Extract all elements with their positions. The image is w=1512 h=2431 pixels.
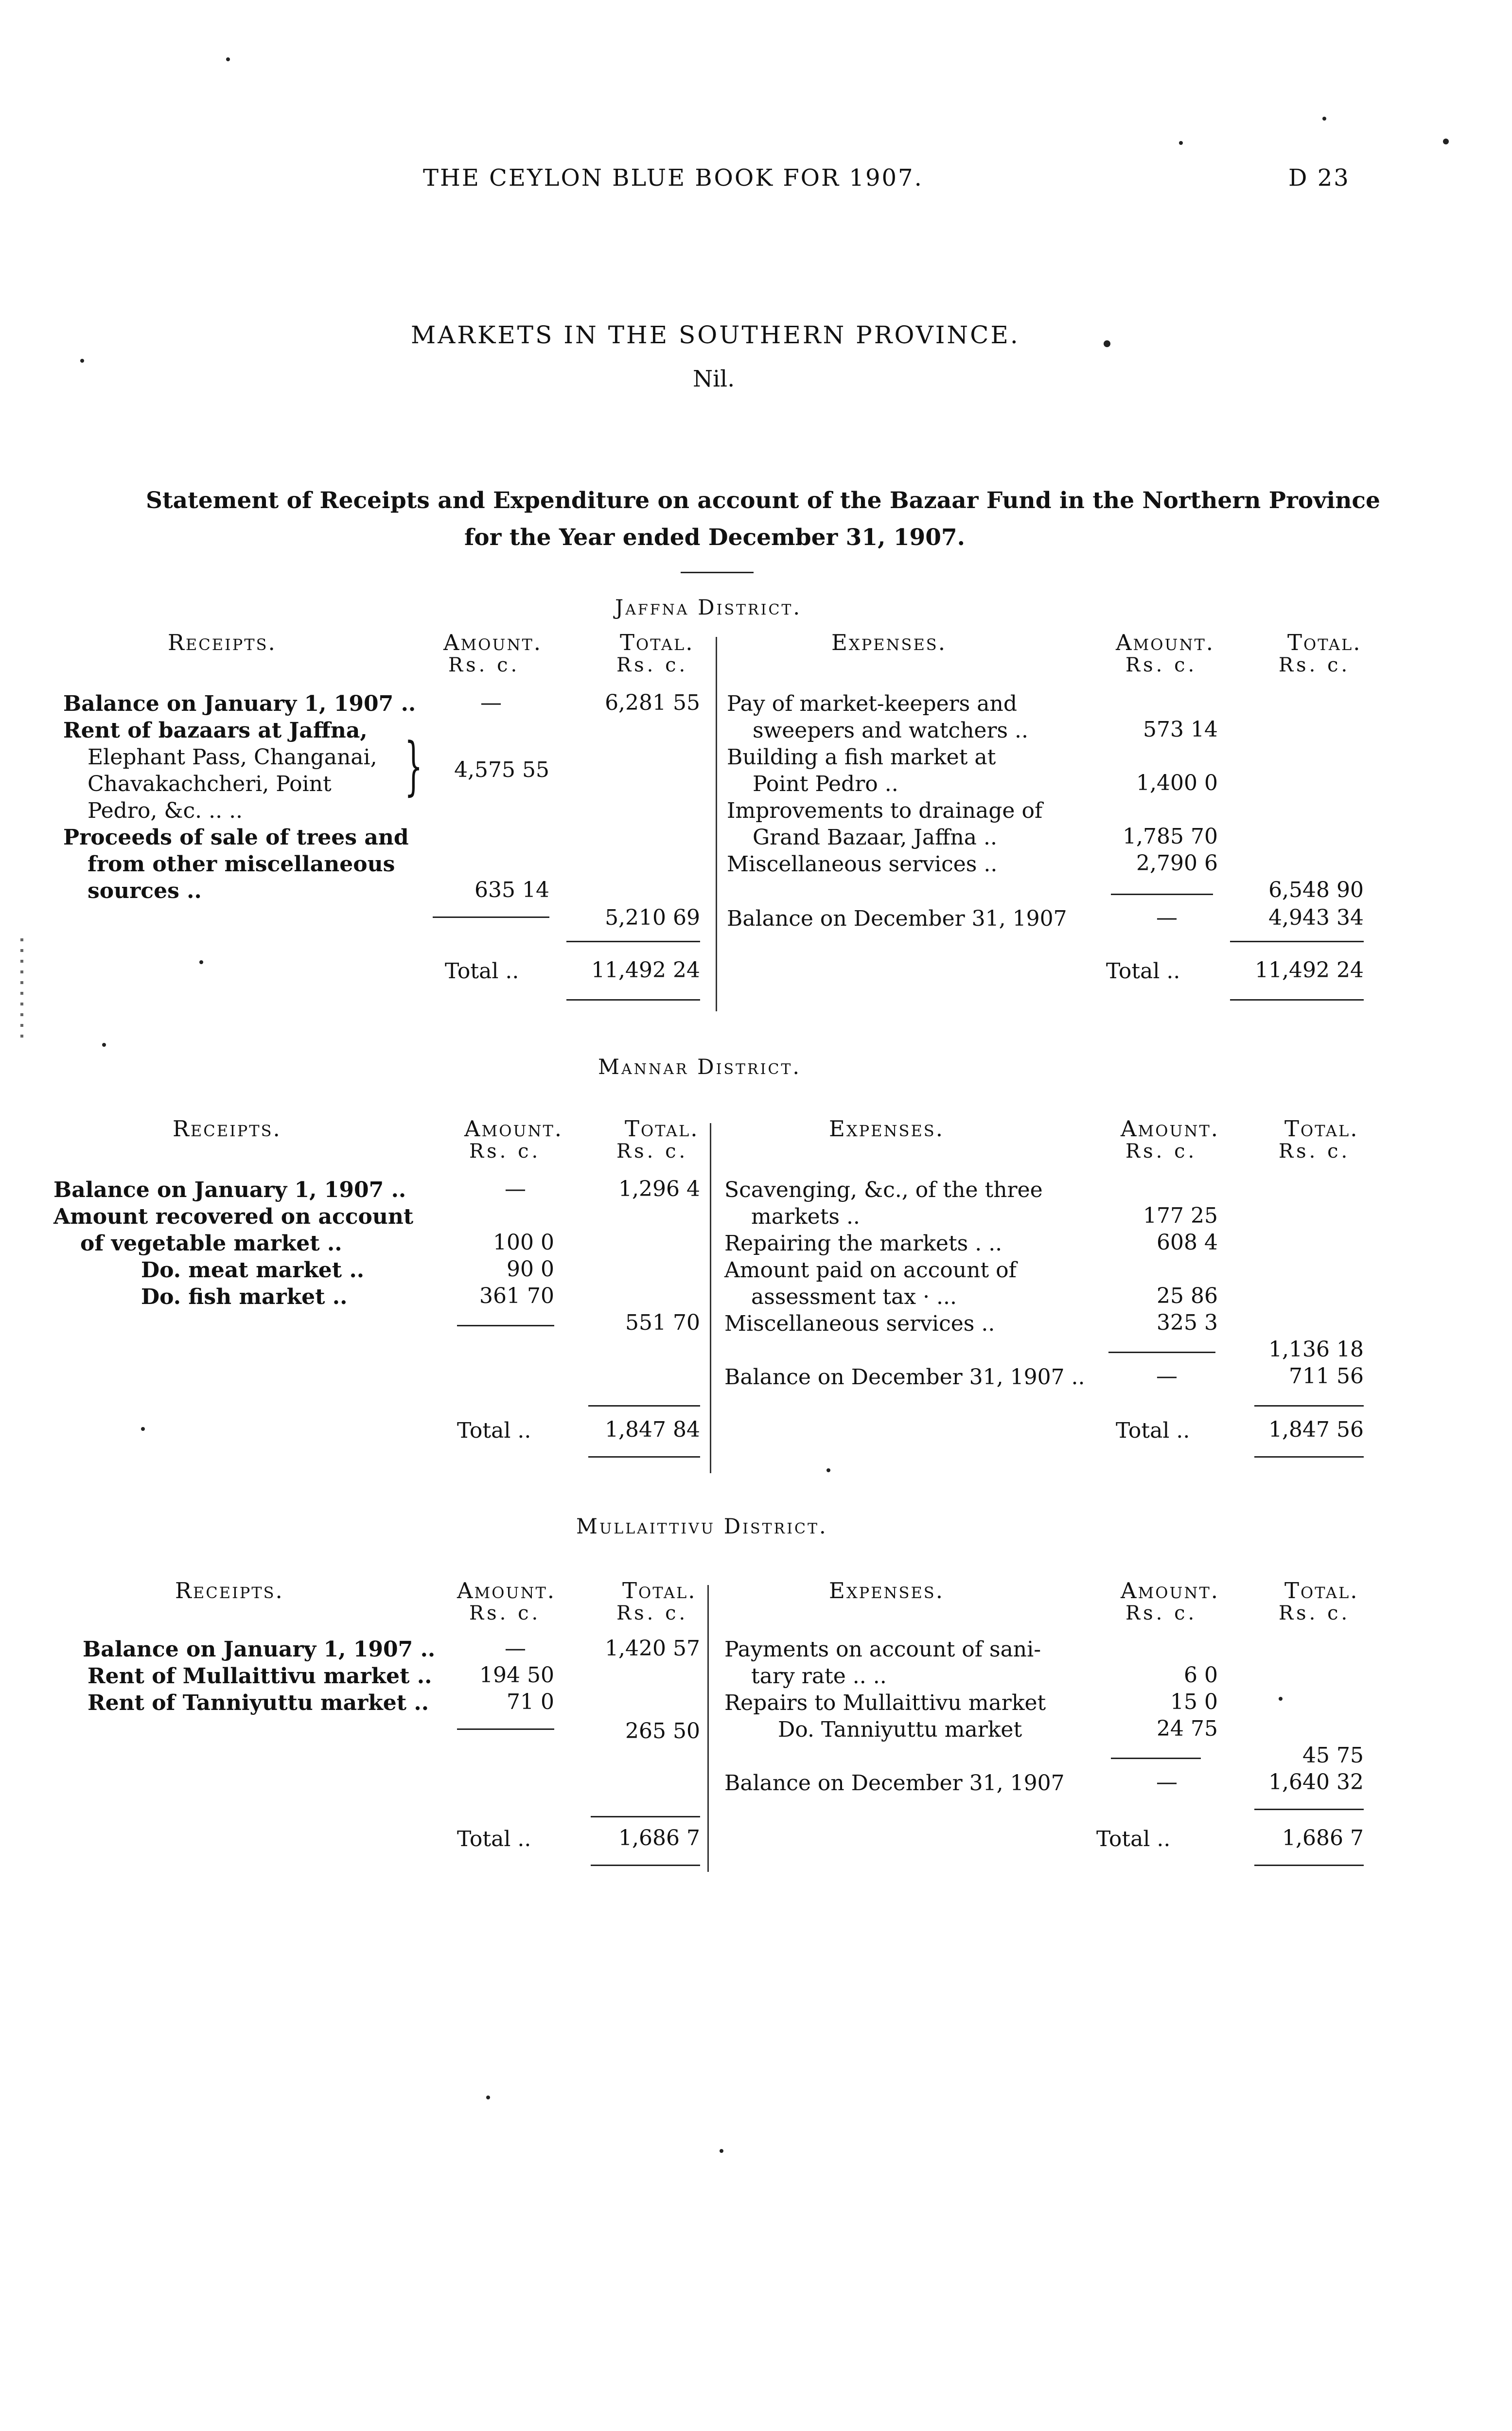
receipt-line: Chavakachcheri, Point xyxy=(88,772,332,796)
expense-amount: 573 14 xyxy=(1143,717,1218,742)
receipt-amount: 71 0 xyxy=(507,1690,554,1714)
scan-speck xyxy=(199,960,203,964)
total-rule xyxy=(566,999,700,1001)
scan-speck xyxy=(102,1043,106,1047)
scan-speck xyxy=(826,1468,830,1472)
amount-heading: Amount. xyxy=(1121,1578,1220,1603)
total-units: Rs. c. xyxy=(1279,654,1351,676)
divider xyxy=(681,572,754,573)
total-units: Rs. c. xyxy=(616,1602,688,1624)
grand-total-receipts: 1,686 7 xyxy=(618,1826,700,1850)
expense-amount: — xyxy=(1156,905,1178,930)
receipt-line: Balance on January 1, 1907 .. xyxy=(83,1637,436,1662)
amount-heading: Amount. xyxy=(1116,630,1215,655)
expense-total: 1,136 18 xyxy=(1268,1337,1364,1362)
receipt-amount: 361 70 xyxy=(479,1284,554,1308)
receipt-line: Do. fish market .. xyxy=(141,1285,348,1309)
receipt-amount: — xyxy=(505,1636,526,1661)
scan-speck xyxy=(486,2096,490,2099)
expense-amount: 25 86 xyxy=(1157,1284,1218,1308)
expense-line: Miscellaneous services .. xyxy=(727,852,998,877)
receipt-amount: 194 50 xyxy=(479,1663,554,1688)
expense-amount: 325 3 xyxy=(1157,1310,1218,1335)
amount-heading: Amount. xyxy=(1121,1116,1220,1142)
expense-line: assessment tax · ... xyxy=(751,1285,957,1309)
expense-line: Balance on December 31, 1907 xyxy=(724,1771,1065,1796)
expense-total: 4,943 34 xyxy=(1268,905,1364,930)
expense-line: Do. Tanniyuttu market xyxy=(778,1717,1022,1742)
receipt-line: Proceeds of sale of trees and xyxy=(63,825,409,850)
amount-heading: Amount. xyxy=(443,630,543,655)
expense-total: 6,548 90 xyxy=(1268,878,1364,902)
expenses-heading: Expenses. xyxy=(831,630,947,655)
receipt-line: Amount recovered on account xyxy=(53,1204,414,1229)
receipts-heading: Receipts. xyxy=(173,1116,281,1142)
receipt-line: Rent of bazaars at Jaffna, xyxy=(63,718,368,743)
grand-total-receipts: 11,492 24 xyxy=(591,958,700,983)
expense-amount: 1,785 70 xyxy=(1123,824,1218,849)
receipt-line: Elephant Pass, Changanai, xyxy=(88,745,377,770)
total-heading: Total. xyxy=(620,630,694,655)
sum-rule xyxy=(1230,941,1364,942)
expense-line: Pay of market-keepers and xyxy=(727,691,1017,716)
expense-total: 1,640 32 xyxy=(1268,1770,1364,1795)
total-label: Total .. xyxy=(1096,1827,1171,1851)
expense-line: Grand Bazaar, Jaffna .. xyxy=(753,825,997,850)
margin-dots xyxy=(20,938,23,1045)
statement-line-1: Statement of Receipts and Expenditure on account of the Bazaar Fund in the Northern Province xyxy=(146,487,1380,514)
expense-amount: 2,790 6 xyxy=(1136,851,1218,876)
total-rule xyxy=(1254,1865,1364,1866)
scan-speck xyxy=(226,57,230,61)
receipt-total: 551 70 xyxy=(625,1310,700,1335)
scan-speck xyxy=(1443,139,1449,144)
receipt-line: of vegetable market .. xyxy=(80,1231,342,1256)
total-rule xyxy=(591,1865,700,1866)
grand-total-receipts: 1,847 84 xyxy=(605,1417,700,1442)
amount-units: Rs. c. xyxy=(448,654,520,676)
statement-line-2: for the Year ended December 31, 1907. xyxy=(464,524,965,551)
expense-line: Repairs to Mullaittivu market xyxy=(724,1691,1046,1715)
scan-speck xyxy=(141,1427,145,1431)
total-label: Total .. xyxy=(457,1418,531,1443)
scan-speck xyxy=(1279,1697,1283,1701)
expense-amount: 1,400 0 xyxy=(1136,771,1218,795)
expense-line: Balance on December 31, 1907 .. xyxy=(724,1365,1085,1390)
expense-amount: — xyxy=(1156,1770,1178,1795)
receipt-amount: — xyxy=(505,1177,526,1201)
total-rule xyxy=(1230,999,1364,1001)
receipt-line: from other miscellaneous xyxy=(88,852,395,877)
amount-units: Rs. c. xyxy=(469,1140,541,1163)
expense-amount: 6 0 xyxy=(1184,1663,1218,1688)
scan-speck xyxy=(80,359,84,363)
expense-total: 711 56 xyxy=(1289,1364,1364,1389)
expense-amount: 608 4 xyxy=(1157,1230,1218,1255)
sum-rule xyxy=(1108,1352,1215,1353)
sum-rule xyxy=(1111,1758,1201,1759)
receipt-line: Rent of Mullaittivu market .. xyxy=(88,1664,432,1689)
column-divider xyxy=(716,637,717,1011)
sum-rule xyxy=(457,1728,554,1730)
page-number: D 23 xyxy=(1288,164,1350,192)
sum-rule xyxy=(457,1325,554,1326)
expense-line: Repairing the markets . .. xyxy=(724,1231,1002,1256)
expense-line: Scavenging, &c., of the three xyxy=(724,1178,1043,1202)
district-title: Jaffna District. xyxy=(615,596,802,620)
grand-total-expenses: 1,847 56 xyxy=(1268,1417,1364,1442)
total-units: Rs. c. xyxy=(1279,1602,1351,1624)
receipt-line: Rent of Tanniyuttu market .. xyxy=(88,1691,429,1715)
receipt-total: 1,420 57 xyxy=(605,1636,700,1661)
amount-units: Rs. c. xyxy=(1125,1602,1197,1624)
sum-rule xyxy=(1111,894,1213,895)
total-label: Total .. xyxy=(1116,1418,1190,1443)
scan-speck xyxy=(1322,117,1326,121)
running-header: THE CEYLON BLUE BOOK FOR 1907. xyxy=(423,164,923,192)
brace-icon: } xyxy=(404,729,423,803)
total-heading: Total. xyxy=(1284,1116,1359,1142)
total-units: Rs. c. xyxy=(616,1140,688,1163)
expense-amount: — xyxy=(1156,1364,1178,1389)
column-divider xyxy=(707,1585,709,1872)
receipt-amount: 4,575 55 xyxy=(454,757,549,782)
receipt-total: 5,210 69 xyxy=(605,905,700,930)
sum-rule xyxy=(433,916,549,918)
total-units: Rs. c. xyxy=(616,654,688,676)
receipt-amount: 100 0 xyxy=(493,1230,554,1255)
sum-rule xyxy=(588,1405,700,1407)
receipts-heading: Receipts. xyxy=(175,1578,284,1603)
scan-speck xyxy=(720,2149,723,2153)
expense-line: Miscellaneous services .. xyxy=(724,1311,995,1336)
sum-rule xyxy=(1254,1809,1364,1810)
expense-amount: 177 25 xyxy=(1143,1203,1218,1228)
expenses-heading: Expenses. xyxy=(829,1116,945,1142)
sum-rule xyxy=(591,1816,700,1817)
total-rule xyxy=(588,1456,700,1458)
expense-line: tary rate .. .. xyxy=(751,1664,887,1689)
scan-speck xyxy=(1179,141,1183,145)
amount-units: Rs. c. xyxy=(1125,654,1197,676)
district-title: Mannar District. xyxy=(598,1055,802,1079)
expense-line: markets .. xyxy=(751,1204,860,1229)
grand-total-expenses: 1,686 7 xyxy=(1282,1826,1364,1850)
amount-units: Rs. c. xyxy=(1125,1140,1197,1163)
amount-heading: Amount. xyxy=(464,1116,563,1142)
receipt-total: 265 50 xyxy=(625,1719,700,1744)
receipt-amount: — xyxy=(480,690,502,715)
total-heading: Total. xyxy=(1287,630,1362,655)
expense-line: Payments on account of sani- xyxy=(724,1637,1041,1662)
expense-amount: 24 75 xyxy=(1157,1716,1218,1741)
receipt-line: sources .. xyxy=(88,879,202,903)
column-divider xyxy=(710,1123,711,1473)
total-units: Rs. c. xyxy=(1279,1140,1351,1163)
amount-units: Rs. c. xyxy=(469,1602,541,1624)
expense-line: Amount paid on account of xyxy=(724,1258,1017,1283)
receipts-heading: Receipts. xyxy=(168,630,277,655)
receipt-total: 1,296 4 xyxy=(618,1177,700,1201)
receipt-line: Pedro, &c. .. .. xyxy=(88,798,243,823)
district-title: Mullaittivu District. xyxy=(576,1515,828,1539)
total-label: Total .. xyxy=(445,959,519,984)
total-heading: Total. xyxy=(622,1578,697,1603)
receipt-total: 6,281 55 xyxy=(605,690,700,715)
expenses-heading: Expenses. xyxy=(829,1578,945,1603)
scan-speck xyxy=(1104,340,1110,347)
expense-line: sweepers and watchers .. xyxy=(753,718,1029,743)
expense-total: 45 75 xyxy=(1302,1743,1364,1768)
expense-line: Improvements to drainage of xyxy=(727,798,1043,823)
receipt-amount: 635 14 xyxy=(475,878,549,902)
grand-total-expenses: 11,492 24 xyxy=(1255,958,1364,983)
expense-line: Point Pedro .. xyxy=(753,772,898,796)
receipt-line: Do. meat market .. xyxy=(141,1258,365,1283)
receipt-amount: 90 0 xyxy=(507,1257,554,1282)
receipt-line: Balance on January 1, 1907 .. xyxy=(53,1178,406,1202)
total-label: Total .. xyxy=(457,1827,531,1851)
amount-heading: Amount. xyxy=(457,1578,556,1603)
expense-line: Balance on December 31, 1907 xyxy=(727,906,1067,931)
expense-line: Building a fish market at xyxy=(727,745,996,770)
total-heading: Total. xyxy=(1284,1578,1359,1603)
total-rule xyxy=(1254,1456,1364,1458)
total-label: Total .. xyxy=(1106,959,1180,984)
southern-title: MARKETS IN THE SOUTHERN PROVINCE. xyxy=(411,321,1020,349)
sum-rule xyxy=(566,941,700,942)
receipt-line: Balance on January 1, 1907 .. xyxy=(63,691,416,716)
sum-rule xyxy=(1254,1405,1364,1407)
total-heading: Total. xyxy=(625,1116,699,1142)
expense-amount: 15 0 xyxy=(1170,1690,1218,1714)
southern-nil: Nil. xyxy=(693,366,735,392)
